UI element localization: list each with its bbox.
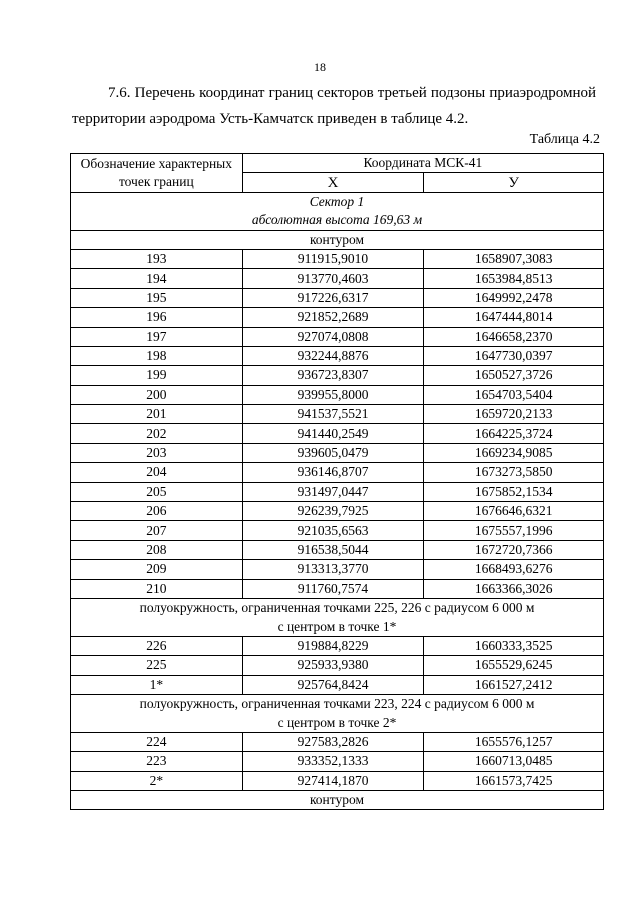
table-row bbox=[71, 346, 604, 365]
page-number: 18 bbox=[314, 60, 326, 74]
table-row bbox=[71, 327, 604, 346]
coord-x: 927583,2826 bbox=[242, 732, 424, 751]
coord-x: 921035,6563 bbox=[242, 521, 424, 540]
coord-y: 1647444,8014 bbox=[424, 308, 604, 327]
header-coord-system: Координата МСК-41 bbox=[242, 154, 603, 173]
point-id: 195 bbox=[71, 288, 243, 307]
coord-y: 1675557,1996 bbox=[424, 521, 604, 540]
point-id: 202 bbox=[71, 424, 243, 443]
coord-x: 916538,5044 bbox=[242, 540, 424, 559]
table-row bbox=[71, 521, 604, 540]
table-row bbox=[71, 463, 604, 482]
coord-y: 1655529,6245 bbox=[424, 656, 604, 675]
coord-x: 933352,1333 bbox=[242, 752, 424, 771]
coord-y: 1649992,2478 bbox=[424, 288, 604, 307]
point-id: 203 bbox=[71, 443, 243, 462]
header-point-designation: Обозначение характерных точек границ bbox=[71, 154, 243, 193]
coord-y: 1669234,9085 bbox=[424, 443, 604, 462]
point-id: 207 bbox=[71, 521, 243, 540]
table-row bbox=[71, 249, 604, 268]
coord-x: 936146,8707 bbox=[242, 463, 424, 482]
coord-x: 927074,0808 bbox=[242, 327, 424, 346]
coord-y: 1653984,8513 bbox=[424, 269, 604, 288]
table-row bbox=[71, 308, 604, 327]
table-row bbox=[71, 366, 604, 385]
point-id: 196 bbox=[71, 308, 243, 327]
coord-x: 913313,3770 bbox=[242, 560, 424, 579]
table-row bbox=[71, 482, 604, 501]
coord-y: 1650527,3726 bbox=[424, 366, 604, 385]
coord-y: 1655576,1257 bbox=[424, 732, 604, 751]
coord-x: 921852,2689 bbox=[242, 308, 424, 327]
header-x: X bbox=[242, 173, 424, 192]
coord-x: 911760,7574 bbox=[242, 579, 424, 598]
sector-title: Сектор 1 bbox=[71, 192, 604, 211]
table-row bbox=[71, 502, 604, 521]
table-row bbox=[71, 732, 604, 751]
coord-x: 931497,0447 bbox=[242, 482, 424, 501]
contour-label: контуром bbox=[71, 230, 604, 249]
coord-y: 1663366,3026 bbox=[424, 579, 604, 598]
coord-y: 1664225,3724 bbox=[424, 424, 604, 443]
coord-x: 939955,8000 bbox=[242, 385, 424, 404]
sector-height: абсолютная высота 169,63 м bbox=[71, 211, 604, 230]
table-row bbox=[71, 385, 604, 404]
point-id: 210 bbox=[71, 579, 243, 598]
coord-x: 925933,9380 bbox=[242, 656, 424, 675]
coord-x: 932244,8876 bbox=[242, 346, 424, 365]
point-id: 224 bbox=[71, 732, 243, 751]
table-row bbox=[71, 443, 604, 462]
table-row bbox=[71, 771, 604, 790]
semicircle-2-line2: с центром в точке 2* bbox=[71, 713, 604, 732]
point-id: 206 bbox=[71, 502, 243, 521]
semicircle-1-line1: полуокружность, ограниченная точками 225, 226 с радиусом 6 000 м bbox=[71, 598, 604, 617]
coord-y: 1658907,3083 bbox=[424, 249, 604, 268]
header-y: У bbox=[424, 173, 604, 192]
table-row bbox=[71, 269, 604, 288]
coord-x: 911915,9010 bbox=[242, 249, 424, 268]
contour-label-end: контуром bbox=[71, 790, 604, 809]
coord-y: 1646658,2370 bbox=[424, 327, 604, 346]
coord-y: 1660713,0485 bbox=[424, 752, 604, 771]
table-row bbox=[71, 288, 604, 307]
point-id: 193 bbox=[71, 249, 243, 268]
point-id: 1* bbox=[71, 675, 243, 694]
point-id: 201 bbox=[71, 405, 243, 424]
coord-y: 1661573,7425 bbox=[424, 771, 604, 790]
coord-y: 1661527,2412 bbox=[424, 675, 604, 694]
table-row bbox=[71, 675, 604, 694]
point-id: 198 bbox=[71, 346, 243, 365]
table-row bbox=[71, 752, 604, 771]
point-id: 226 bbox=[71, 636, 243, 655]
coord-x: 919884,8229 bbox=[242, 636, 424, 655]
point-id: 194 bbox=[71, 269, 243, 288]
coord-y: 1654703,5404 bbox=[424, 385, 604, 404]
coord-y: 1673273,5850 bbox=[424, 463, 604, 482]
coord-x: 917226,6317 bbox=[242, 288, 424, 307]
intro-paragraph: 7.6. Перечень координат границ секторов третьей подзоны приаэродромной территории аэродрома Усть-Камчатск приведен в таблице 4.2. bbox=[72, 85, 596, 127]
coord-x: 925764,8424 bbox=[242, 675, 424, 694]
coord-y: 1672720,7366 bbox=[424, 540, 604, 559]
point-id: 223 bbox=[71, 752, 243, 771]
table-caption: Таблица 4.2 bbox=[529, 132, 600, 147]
coord-x: 927414,1870 bbox=[242, 771, 424, 790]
coord-x: 941440,2549 bbox=[242, 424, 424, 443]
point-id: 200 bbox=[71, 385, 243, 404]
coord-y: 1647730,0397 bbox=[424, 346, 604, 365]
coord-y: 1676646,6321 bbox=[424, 502, 604, 521]
table-row bbox=[71, 636, 604, 655]
table-row bbox=[71, 560, 604, 579]
point-id: 205 bbox=[71, 482, 243, 501]
coord-y: 1659720,2133 bbox=[424, 405, 604, 424]
point-id: 225 bbox=[71, 656, 243, 675]
point-id: 2* bbox=[71, 771, 243, 790]
table-row bbox=[71, 424, 604, 443]
coord-y: 1668493,6276 bbox=[424, 560, 604, 579]
point-id: 208 bbox=[71, 540, 243, 559]
coord-y: 1675852,1534 bbox=[424, 482, 604, 501]
point-id: 209 bbox=[71, 560, 243, 579]
coord-x: 926239,7925 bbox=[242, 502, 424, 521]
table-row bbox=[71, 540, 604, 559]
coord-x: 941537,5521 bbox=[242, 405, 424, 424]
coord-x: 936723,8307 bbox=[242, 366, 424, 385]
table-row bbox=[71, 656, 604, 675]
coordinates-table bbox=[70, 153, 604, 810]
table-row bbox=[71, 579, 604, 598]
point-id: 199 bbox=[71, 366, 243, 385]
coord-x: 939605,0479 bbox=[242, 443, 424, 462]
point-id: 204 bbox=[71, 463, 243, 482]
coord-x: 913770,4603 bbox=[242, 269, 424, 288]
table-row bbox=[71, 405, 604, 424]
point-id: 197 bbox=[71, 327, 243, 346]
semicircle-1-line2: с центром в точке 1* bbox=[71, 617, 604, 636]
semicircle-2-line1: полуокружность, ограниченная точками 223, 224 с радиусом 6 000 м bbox=[71, 694, 604, 713]
coord-y: 1660333,3525 bbox=[424, 636, 604, 655]
